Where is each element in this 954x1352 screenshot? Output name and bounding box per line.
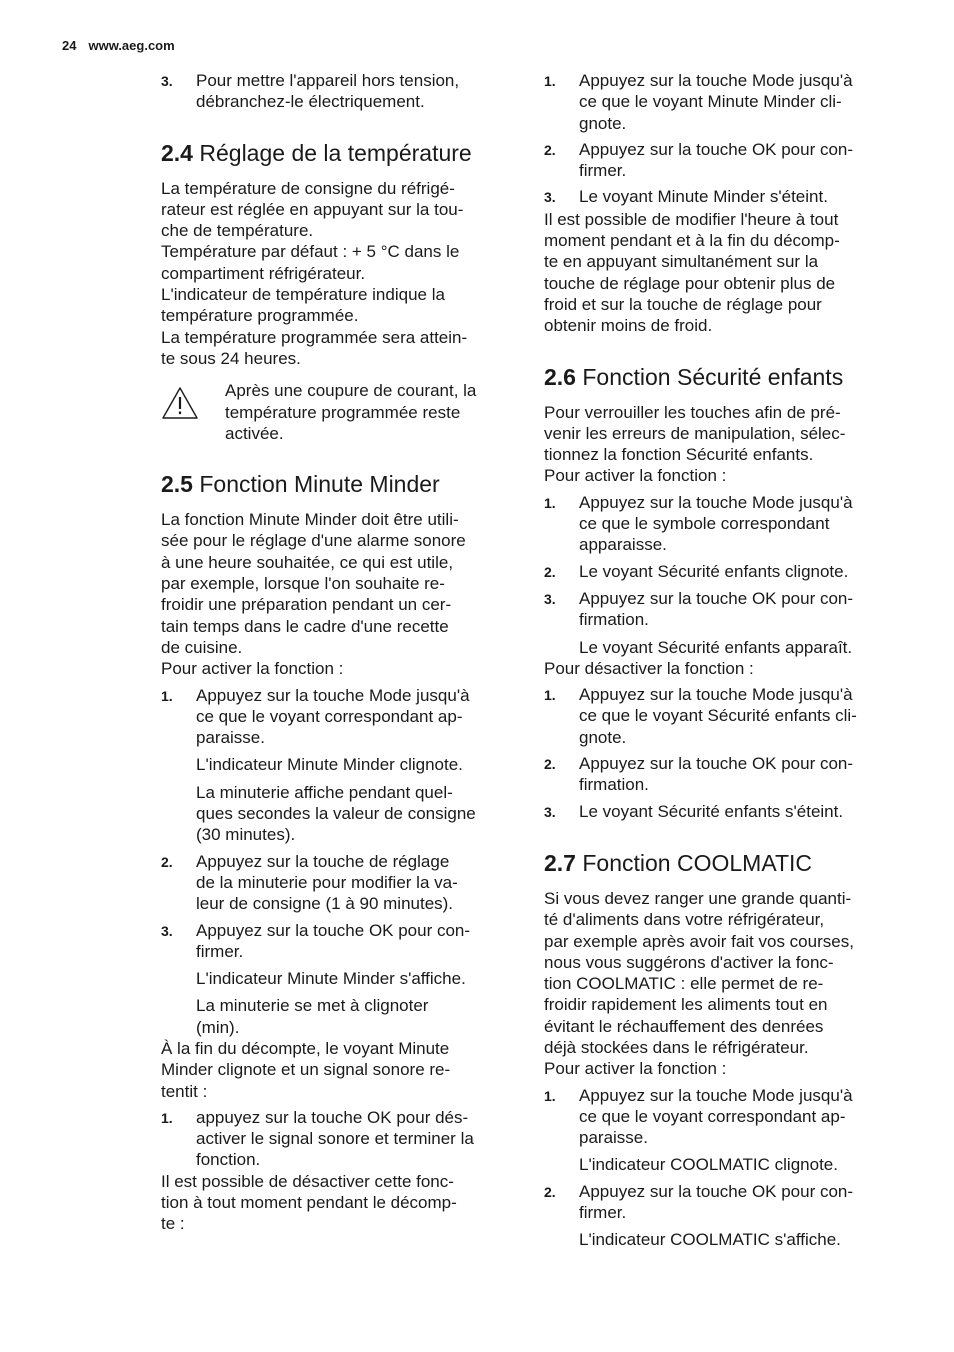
- list-item: [544, 588, 896, 631]
- section-heading-2-7: [544, 849, 896, 877]
- list-text: appuyez sur la touche OK pour dés- activer le signal sonore et terminer la fonction.: [196, 1107, 474, 1170]
- section-heading-2-5: [161, 470, 513, 498]
- list-number: 1.: [544, 73, 556, 89]
- list-number: 1.: [161, 687, 173, 704]
- list-number: 3.: [161, 73, 173, 89]
- list-number: 1.: [544, 494, 556, 511]
- list-item: [544, 684, 896, 748]
- numbered-list: [544, 70, 896, 209]
- list-text: Appuyez sur la touche OK pour con- firmation.: [579, 588, 854, 630]
- section-number: 2.4: [161, 139, 193, 166]
- list-text: Le voyant Sécurité enfants clignote.: [579, 561, 849, 581]
- section-title: Réglage de la température: [199, 139, 472, 166]
- list-item: [161, 1107, 513, 1171]
- paragraph: Pour verrouiller les touches afin de pré- venir les erreurs de manipulation, sélec- tionnez la fonction Sécurité enfants. Pour activer la fonction :: [544, 402, 846, 486]
- section-title: Fonction Minute Minder: [199, 471, 440, 498]
- list-number: 2.: [161, 853, 173, 870]
- list-item: [544, 1085, 896, 1149]
- list-result: La minuterie se met à clignoter (min).: [196, 996, 429, 1037]
- list-result: Le voyant Sécurité enfants apparaît.: [579, 637, 853, 657]
- list-number: 2.: [544, 563, 556, 580]
- list-item: [161, 685, 513, 749]
- list-text: Appuyez sur la touche OK pour con- firmation.: [579, 754, 854, 795]
- list-result: L'indicateur COOLMATIC clignote.: [579, 1155, 838, 1175]
- left-column: [161, 70, 513, 1235]
- list-number: 3.: [544, 590, 556, 607]
- list-number: 1.: [544, 687, 556, 704]
- warning-triangle-icon: [161, 380, 225, 444]
- list-item: [544, 801, 896, 823]
- paragraph: La température de consigne du réfrigé- rateur est réglée en appuyant sur la tou- che de température. Température par défaut : + 5 °C dans le compartiment réfrigérateur. L'indicateur de température indique la température programmée. La température programmée sera attein- te sous 24 heures.: [161, 178, 468, 368]
- list-item: [544, 186, 896, 208]
- list-text: Appuyez sur la touche OK pour con- firmer.: [196, 920, 471, 961]
- list-number: 3.: [544, 189, 556, 206]
- list-text: Appuyez sur la touche OK pour con- firmer.: [579, 139, 854, 181]
- list-item: [544, 1181, 896, 1224]
- section-number: 2.5: [161, 471, 193, 498]
- numbered-list: [161, 1107, 513, 1171]
- section-heading-2-6: [544, 363, 896, 391]
- warning-text: Après une coupure de courant, la température programmée reste activée.: [225, 381, 477, 443]
- numbered-list: [544, 684, 896, 823]
- list-item: [161, 851, 513, 915]
- section-number: 2.7: [544, 849, 576, 876]
- list-result: L'indicateur Minute Minder clignote.: [196, 755, 463, 775]
- list-number: 2.: [544, 1183, 556, 1200]
- numbered-list: [161, 685, 513, 1038]
- page-header: [62, 38, 175, 53]
- list-number: 1.: [161, 1109, 173, 1126]
- paragraph: Si vous devez ranger une grande quanti- té d'aliments dans votre réfrigérateur, par exemple après avoir fait vos courses, nous vous suggérons d'activer la fonc- tion COOLMATIC : elle permet de re- froidir rapidement les aliments tout en évitant le réchauffement des denrées déjà stockées dans le réfrigérateur. Pour activer la fonction :: [544, 888, 854, 1079]
- list-number: 3.: [544, 803, 556, 820]
- list-item: [544, 753, 896, 796]
- list-number: 1.: [544, 1087, 556, 1104]
- right-column: [544, 70, 896, 1251]
- list-number: 2.: [544, 756, 556, 773]
- paragraph: Pour désactiver la fonction :: [544, 658, 754, 678]
- list-number: 2.: [544, 141, 556, 158]
- section-heading-2-4: [161, 139, 513, 167]
- list-text: Le voyant Sécurité enfants s'éteint.: [579, 801, 844, 821]
- numbered-list: [544, 1085, 896, 1251]
- numbered-list: [544, 492, 896, 658]
- list-text: Appuyez sur la touche Mode jusqu'à ce que le voyant Minute Minder cli- gnote.: [579, 71, 853, 133]
- list-result: La minuterie affiche pendant quel- ques secondes la valeur de consigne (30 minutes).: [196, 782, 476, 845]
- list-item: [544, 561, 896, 583]
- warning-note: [161, 380, 513, 444]
- list-text: Appuyez sur la touche Mode jusqu'à ce que le symbole correspondant apparaisse.: [579, 492, 853, 555]
- list-text: Appuyez sur la touche OK pour con- firmer.: [579, 1181, 854, 1223]
- list-number: 3.: [161, 922, 173, 939]
- paragraph: À la fin du décompte, le voyant Minute Minder clignote et un signal sonore re- tentit :: [161, 1038, 451, 1101]
- list-text: Appuyez sur la touche Mode jusqu'à ce que le voyant correspondant ap- paraisse.: [579, 1085, 853, 1148]
- list-text: Appuyez sur la touche de réglage de la minuterie pour modifier la va- leur de consigne (1 à 90 minutes).: [196, 851, 458, 914]
- section-title: Fonction Sécurité enfants: [582, 363, 844, 390]
- list-text: Appuyez sur la touche Mode jusqu'à ce que le voyant correspondant ap- paraisse.: [196, 685, 470, 748]
- list-text: Appuyez sur la touche Mode jusqu'à ce que le voyant Sécurité enfants cli- gnote.: [579, 685, 857, 747]
- paragraph: La fonction Minute Minder doit être utili- sée pour le réglage d'une alarme sonore à une heure souhaitée, ce qui est utile, par exemple, lorsque l'on souhaite re- froidir une préparation pendant un cer- tain temps dans le cadre d'une recette de cuisine. Pour activer la fonction :: [161, 510, 466, 679]
- section-number: 2.6: [544, 363, 576, 390]
- paragraph: Il est possible de désactiver cette fonc- tion à tout moment pendant le décomp- te :: [161, 1171, 457, 1234]
- list-item: [161, 920, 513, 963]
- section-title: Fonction COOLMATIC: [582, 849, 813, 876]
- list-result: L'indicateur Minute Minder s'affiche.: [196, 969, 466, 989]
- list-item: [544, 139, 896, 182]
- list-item: [544, 70, 896, 134]
- website-url: www.aeg.com: [88, 38, 175, 53]
- list-text: Le voyant Minute Minder s'éteint.: [579, 187, 828, 207]
- list-item: [544, 492, 896, 556]
- list-result: L'indicateur COOLMATIC s'affiche.: [579, 1230, 841, 1250]
- paragraph: Il est possible de modifier l'heure à tout moment pendant et à la fin du décomp- te en appuyant simultanément sur la touche de réglage pour obtenir plus de froid et sur la touche de réglage pour obtenir moins de froid.: [544, 209, 840, 336]
- list-item: [161, 70, 513, 113]
- list-text: Pour mettre l'appareil hors tension, débranchez-le électriquement.: [196, 71, 460, 112]
- page-number: 24: [62, 38, 77, 53]
